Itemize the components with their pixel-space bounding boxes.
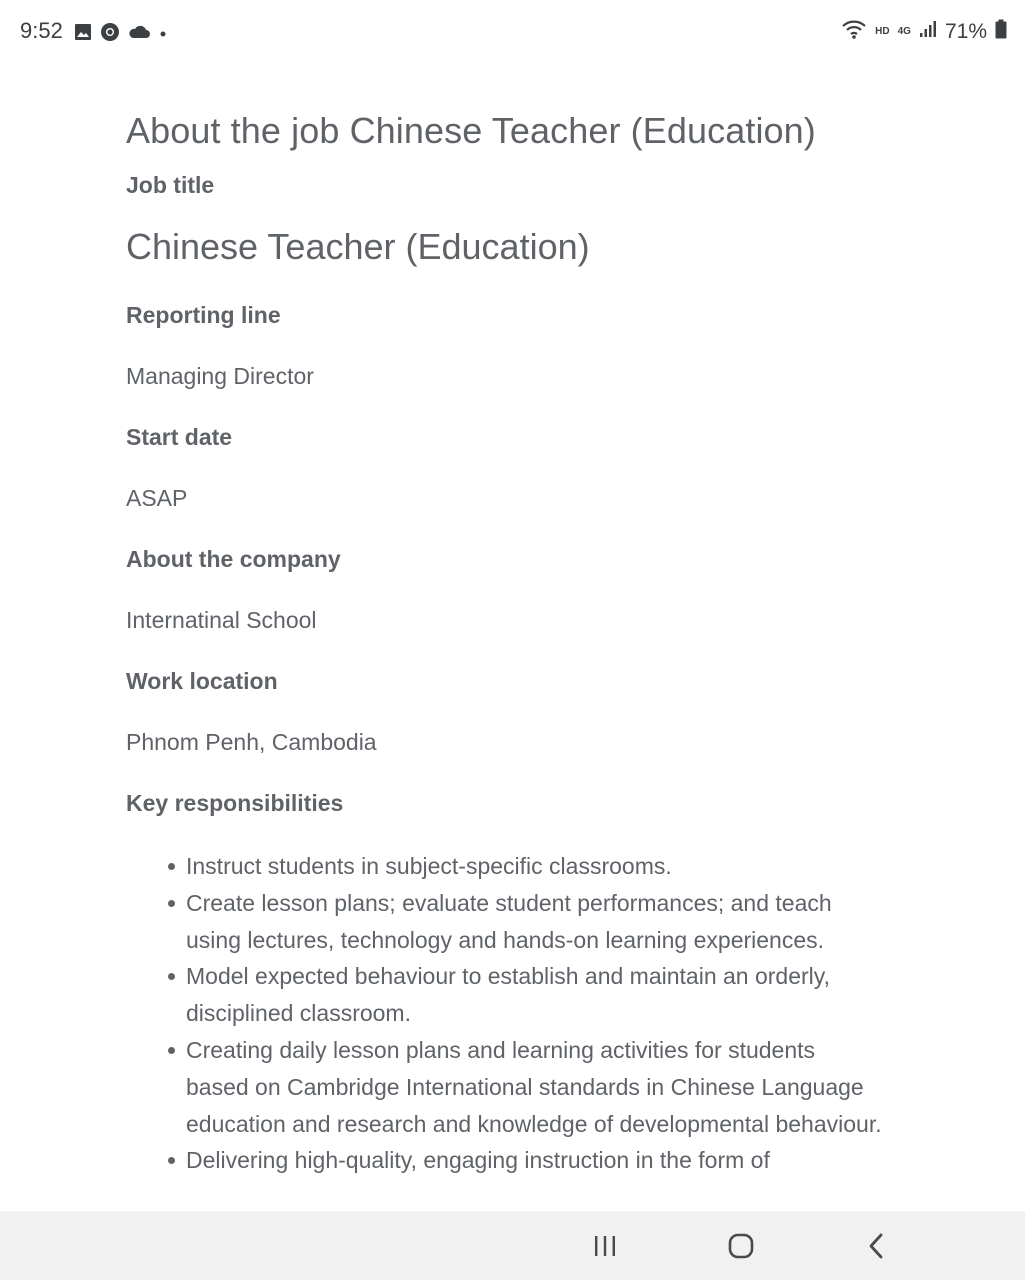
signal-icon [919,20,937,43]
status-icons-right [841,18,1007,45]
status-icons-left [74,22,168,47]
home-button[interactable] [721,1229,761,1263]
job-title-value: Chinese Teacher (Education) [126,226,590,267]
battery-percent: 71% [944,19,987,43]
battery-icon [995,19,1007,44]
status-time: 9:52 [20,18,63,43]
status-bar [0,0,1025,64]
work-location-label: Work location [126,668,278,694]
list-item: Delivering high-quality, engaging instruction in the form of [164,1142,884,1179]
back-icon [865,1232,889,1260]
chrome-icon [100,22,120,47]
dot-icon [158,26,168,44]
about-company-value: Internatinal School [126,607,317,633]
list-item: Create lesson plans; evaluate student performances; and teach using lectures, technology and hands-on learning experiences. [164,885,884,959]
navigation-bar [0,1211,1025,1280]
gallery-icon [74,23,92,46]
start-date-value: ASAP [126,485,188,511]
reporting-line-value: Managing Director [126,363,314,389]
home-icon [727,1232,755,1260]
job-title-label: Job title [126,172,215,198]
page-title: About the job Chinese Teacher (Education) [126,110,816,151]
list-item: Model expected behaviour to establish and maintain an orderly, disciplined classroom. [164,958,884,1032]
start-date-label: Start date [126,424,233,450]
about-company-label: About the company [126,546,341,572]
work-location-value: Phnom Penh, Cambodia [126,729,377,755]
responsibilities-list [164,848,884,1179]
recent-apps-icon [592,1234,618,1258]
key-responsibilities-label: Key responsibilities [126,790,344,816]
recent-apps-button[interactable] [585,1229,625,1263]
list-item: Instruct students in subject-specific classrooms. [164,848,884,885]
cloud-icon [128,24,150,45]
list-item: Creating daily lesson plans and learning activities for students based on Cambridge International standards in Chinese Language education and research and knowledge of developmental behaviour. [164,1032,884,1142]
back-button[interactable] [857,1229,897,1263]
4g-icon: 4G [897,26,911,37]
hd-icon: HD [875,26,890,37]
reporting-line-label: Reporting line [126,302,281,328]
wifi-icon [841,18,867,45]
